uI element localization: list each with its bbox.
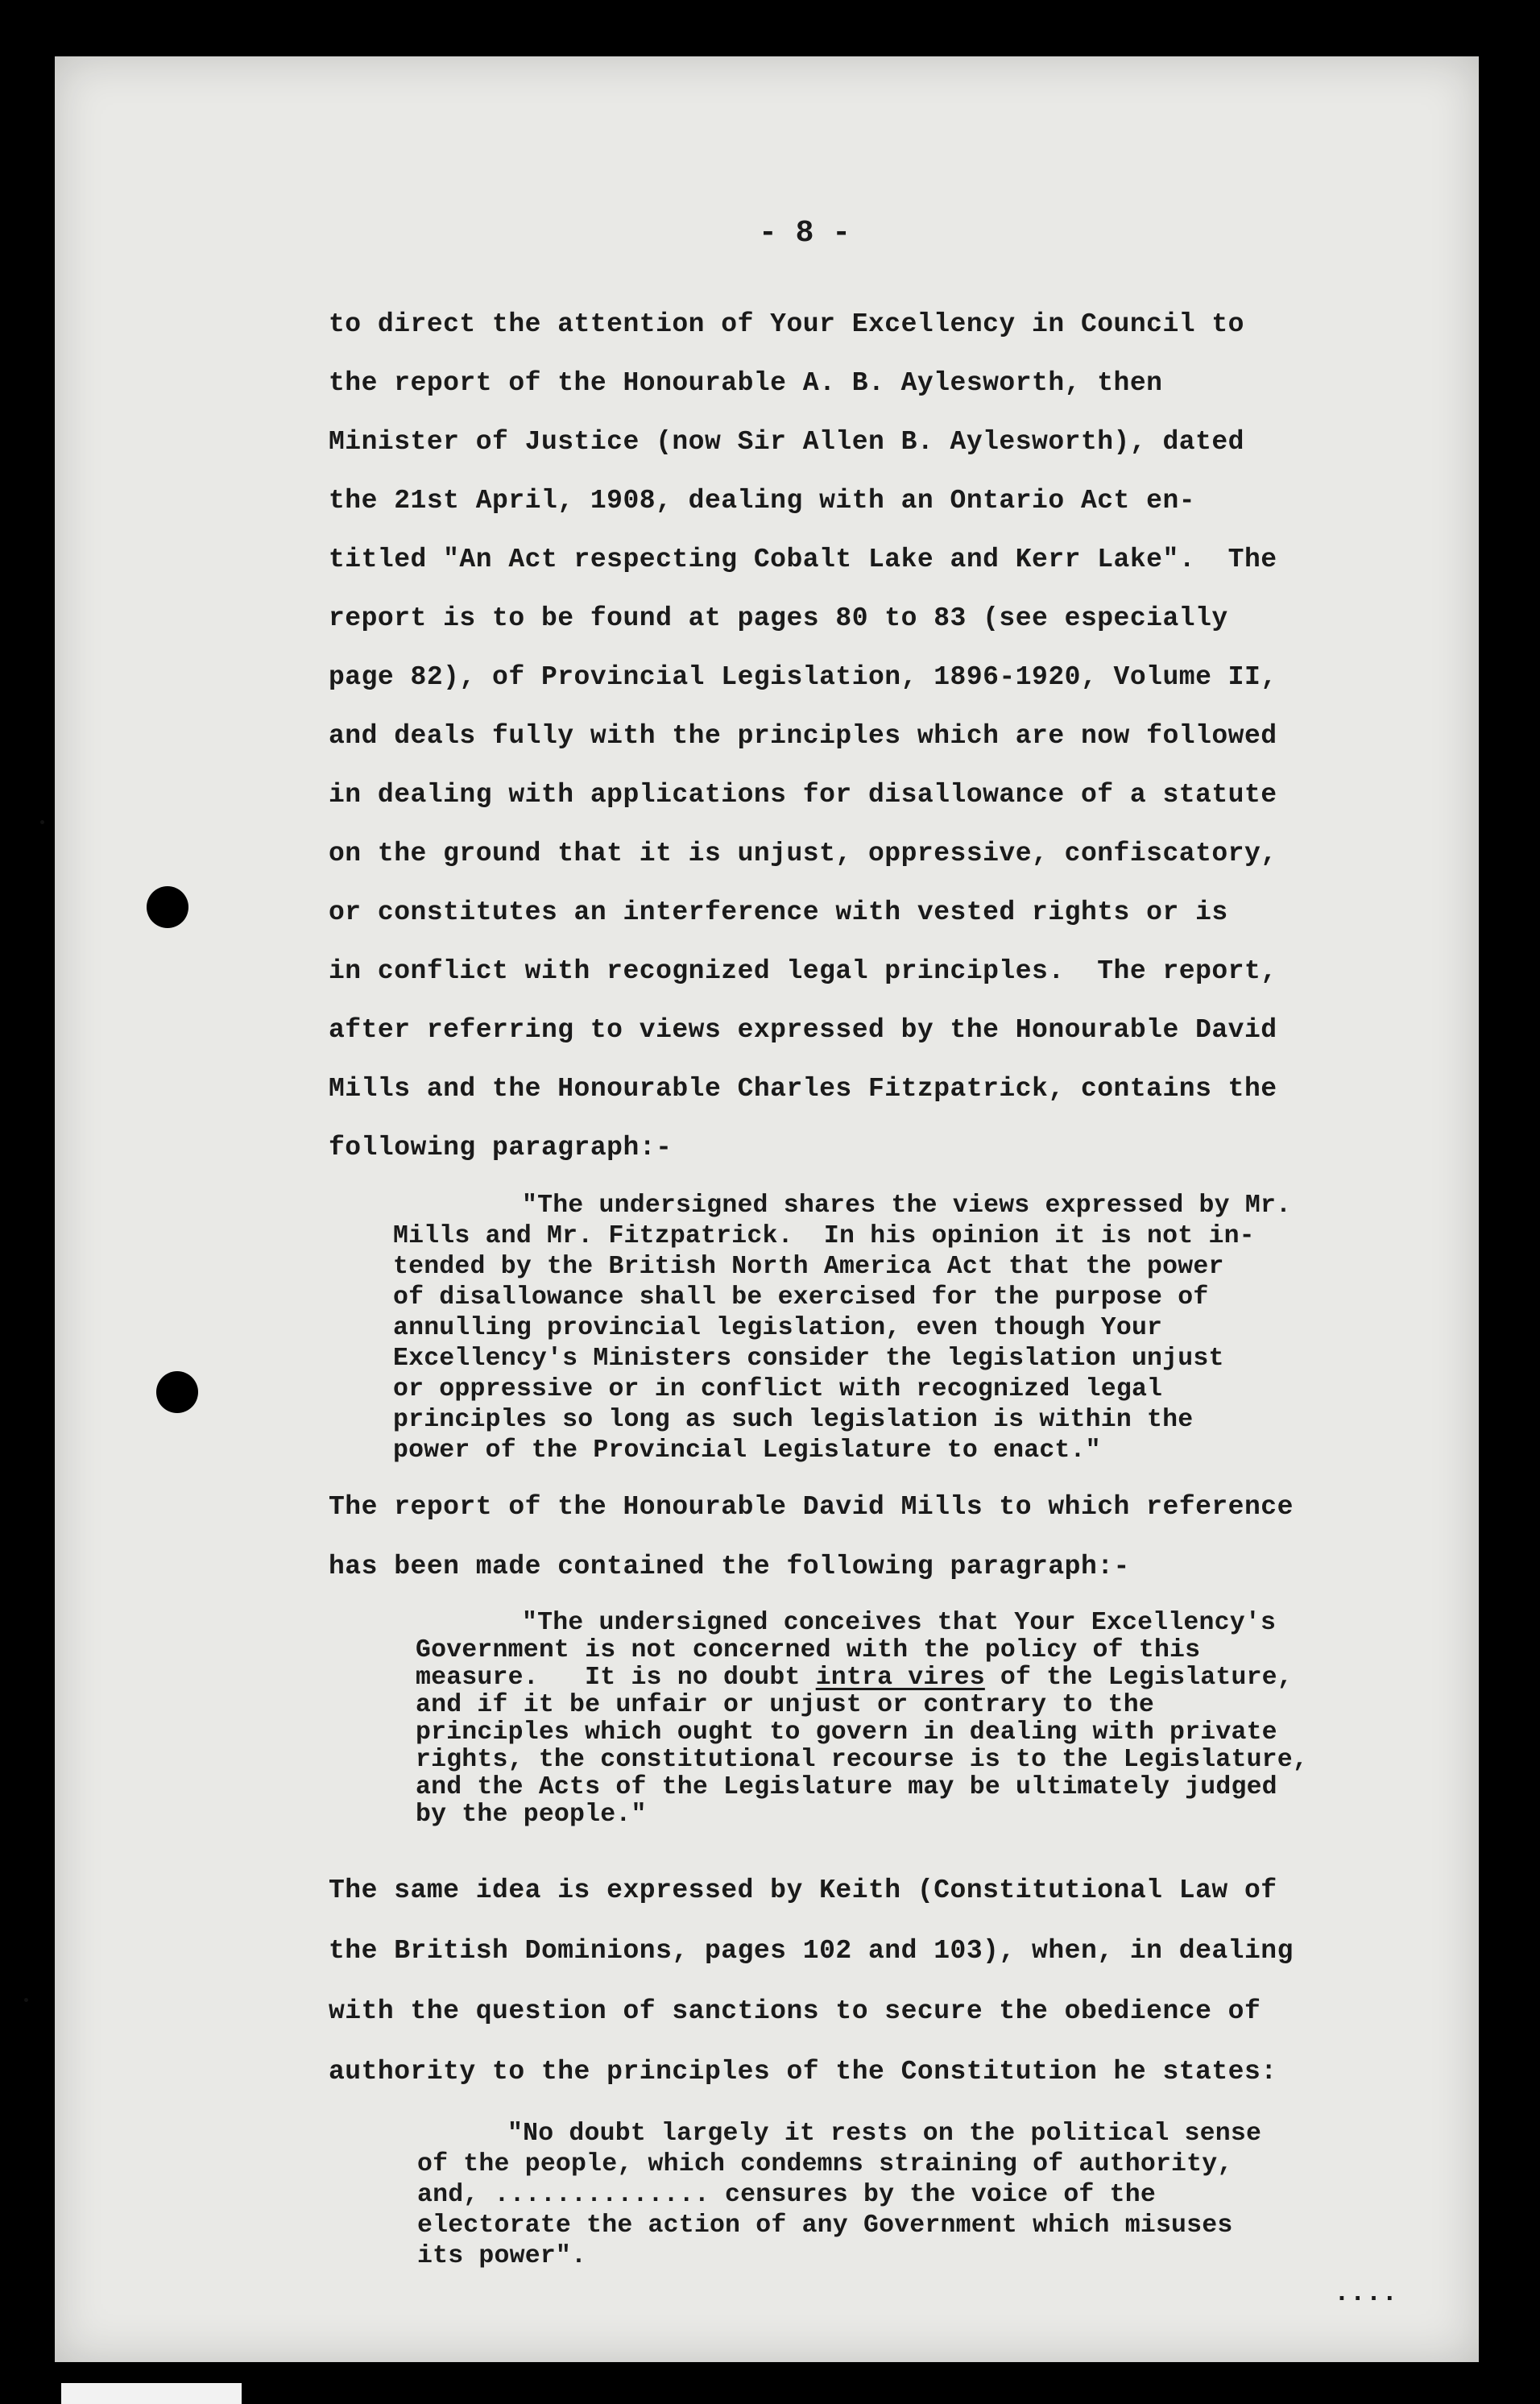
quote-line: Government is not concerned with the policy of this [416,1636,1201,1664]
body-line: page 82), of Provincial Legislation, 1896-1920, Volume II, [329,662,1277,692]
quote-line: of disallowance shall be exercised for the purpose of [393,1283,1209,1312]
body-line: authority to the principles of the Constitution he states: [329,2057,1277,2087]
quote-line: tended by the British North America Act that the power [393,1253,1224,1281]
page-number: - 8 - [759,216,851,251]
quote-line: Mills and Mr. Fitzpatrick. In his opinion it is not in- [393,1222,1255,1250]
body-line: report is to be found at pages 80 to 83 (see especially [329,603,1228,633]
body-line: and deals fully with the principles which are now followed [329,721,1277,751]
body-line: Mills and the Honourable Charles Fitzpatrick, contains the [329,1074,1277,1104]
margin-speck [40,820,44,824]
quote-line: electorate the action of any Government which misuses [417,2211,1233,2240]
underlined-phrase: intra vires [815,1664,985,1692]
punch-hole-top [147,886,188,928]
body-line: in dealing with applications for disallowance of a statute [329,780,1277,810]
body-line: following paragraph:- [329,1133,673,1163]
body-line: titled "An Act respecting Cobalt Lake and Kerr Lake". The [329,545,1277,574]
body-line: The same idea is expressed by Keith (Constitutional Law of [329,1876,1277,1905]
quote-line: "The undersigned shares the views expressed by Mr. [522,1192,1292,1220]
quote-line: or oppressive or in conflict with recognized legal [393,1375,1163,1403]
body-line: to direct the attention of Your Excellency in Council to [329,309,1244,339]
quote-line: and the Acts of the Legislature may be ultimately judged [416,1773,1277,1801]
quote-text: of the Legislature, [984,1664,1293,1692]
quote-line: rights, the constitutional recourse is to the Legislature, [416,1746,1308,1774]
quote-line [416,1663,1293,1693]
body-line: The report of the Honourable David Mills to which reference [329,1492,1294,1522]
quote-line: annulling provincial legislation, even though Your [393,1314,1163,1342]
quote-line: Excellency's Ministers consider the legislation unjust [393,1345,1224,1373]
quote-line: principles so long as such legislation is within the [393,1406,1194,1434]
body-line: has been made contained the following paragraph:- [329,1552,1130,1581]
quote-line: of the people, which condemns straining of authority, [417,2150,1233,2178]
punch-hole-bottom [156,1371,198,1413]
quote-line: by the people." [416,1801,647,1829]
body-line: the 21st April, 1908, dealing with an Ontario Act en- [329,486,1196,516]
quote-line: "The undersigned conceives that Your Excellency's [522,1609,1277,1637]
body-line: in conflict with recognized legal principles. The report, [329,956,1277,986]
quote-line: power of the Provincial Legislature to enact." [393,1436,1101,1465]
quote-line: and if it be unfair or unjust or contrary to the [416,1691,1154,1719]
margin-speck [24,1998,28,2002]
continuation-dots: .... [1334,2278,1398,2308]
body-line: or constitutes an interference with vested rights or is [329,897,1228,927]
quote-text: measure. It is no doubt [416,1664,816,1692]
quote-line: principles which ought to govern in dealing with private [416,1718,1277,1747]
body-line: the British Dominions, pages 102 and 103), when, in dealing [329,1936,1294,1966]
body-line: on the ground that it is unjust, oppressive, confiscatory, [329,839,1277,868]
scan-edge-strip [61,2383,242,2404]
body-line: the report of the Honourable A. B. Aylesworth, then [329,368,1163,398]
body-line: Minister of Justice (now Sir Allen B. Aylesworth), dated [329,427,1244,457]
quote-line: "No doubt largely it rests on the political sense [507,2120,1262,2148]
quote-line: its power". [417,2242,587,2270]
body-line: with the question of sanctions to secure the obedience of [329,1996,1261,2026]
body-line: after referring to views expressed by the Honourable David [329,1015,1277,1045]
quote-line: and, .............. censures by the voice of the [417,2181,1156,2209]
